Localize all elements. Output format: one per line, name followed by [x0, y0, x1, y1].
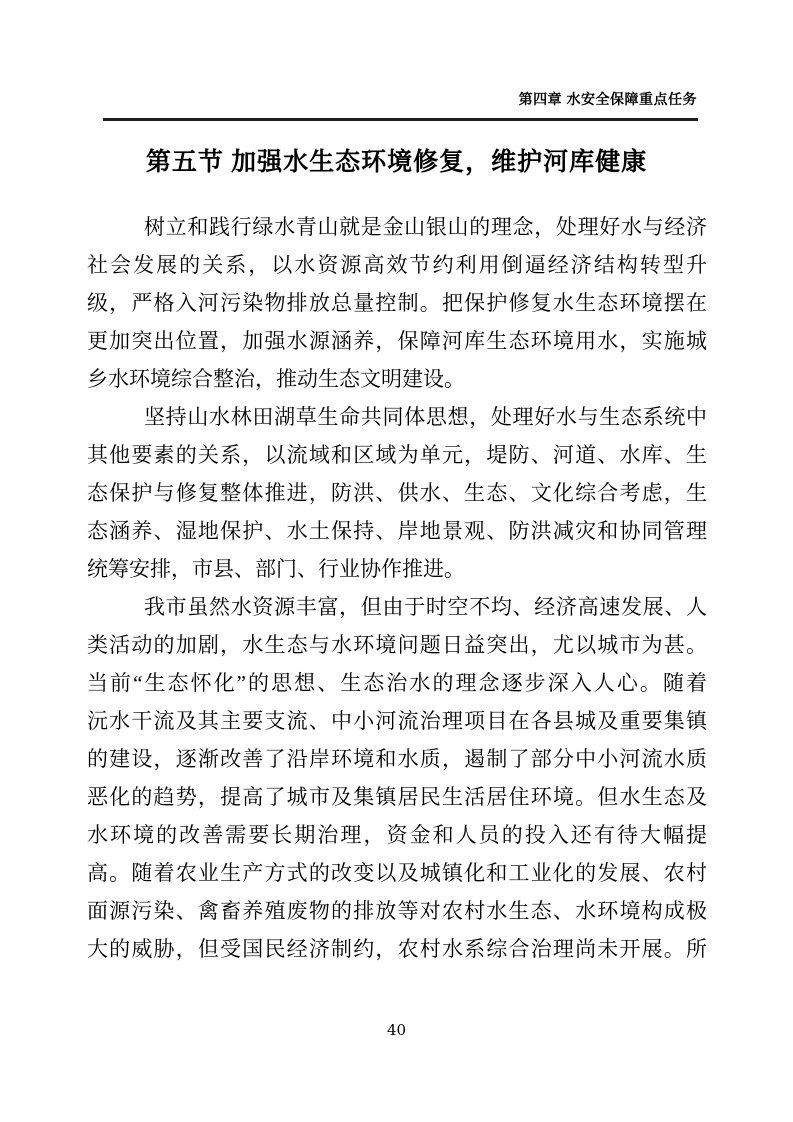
header-rule — [103, 118, 698, 121]
text-line: 坚持山水林田湖草生命共同体思想，处理好水与生态系统中 — [144, 405, 707, 429]
running-header-chapter: 第四章 水安全保障重点任务 — [518, 91, 697, 107]
text-line: 大的威胁，但受国民经济制约，农村水系综合治理尚未开展。所 — [87, 937, 707, 961]
paragraph — [87, 588, 707, 968]
text-line: 态保护与修复整体推进，防洪、供水、生态、文化综合考虑，生 — [87, 481, 707, 505]
paragraph — [87, 208, 707, 398]
text-line: 我市虽然水资源丰富，但由于时空不均、经济高速发展、人 — [144, 595, 707, 619]
text-line: 态涵养、湿地保护、水土保持、岸地景观、防洪减灾和协同管理 — [87, 519, 707, 543]
text-line: 社会发展的关系，以水资源高效节约利用倒逼经济结构转型升 — [87, 253, 707, 277]
text-line: 恶化的趋势，提高了城市及集镇居民生活居住环境。但水生态及 — [87, 785, 707, 809]
text-line: 其他要素的关系，以流域和区域为单元，堤防、河道、水库、生 — [87, 443, 707, 467]
text-line: 当前“生态怀化”的思想、生态治水的理念逐步深入人心。随着 — [87, 671, 707, 695]
paragraph — [87, 398, 707, 588]
body-text — [87, 208, 707, 968]
text-line: 更加突出位置，加强水源涵养，保障河库生态环境用水，实施城 — [87, 329, 707, 353]
text-line: 统筹安排，市县、部门、行业协作推进。 — [87, 557, 465, 581]
text-line: 高。随着农业生产方式的改变以及城镇化和工业化的发展、农村 — [87, 861, 707, 885]
page-number: 40 — [386, 1021, 407, 1039]
section-title: 第五节 加强水生态环境修复，维护河库健康 — [145, 149, 648, 176]
text-line: 乡水环境综合整治，推动生态文明建设。 — [87, 367, 465, 391]
text-line: 树立和践行绿水青山就是金山银山的理念，处理好水与经济 — [144, 215, 707, 239]
text-line: 类活动的加剧，水生态与水环境问题日益突出，尤以城市为甚。 — [87, 633, 707, 657]
text-line: 水环境的改善需要长期治理，资金和人员的投入还有待大幅提 — [87, 823, 707, 847]
text-line: 的建设，逐渐改善了沿岸环境和水质，遏制了部分中小河流水质 — [87, 747, 707, 771]
text-line: 沅水干流及其主要支流、中小河流治理项目在各县城及重要集镇 — [87, 709, 707, 733]
text-line: 级，严格入河污染物排放总量控制。把保护修复水生态环境摆在 — [87, 291, 707, 315]
text-line: 面源污染、禽畜养殖废物的排放等对农村水生态、水环境构成极 — [87, 899, 707, 923]
